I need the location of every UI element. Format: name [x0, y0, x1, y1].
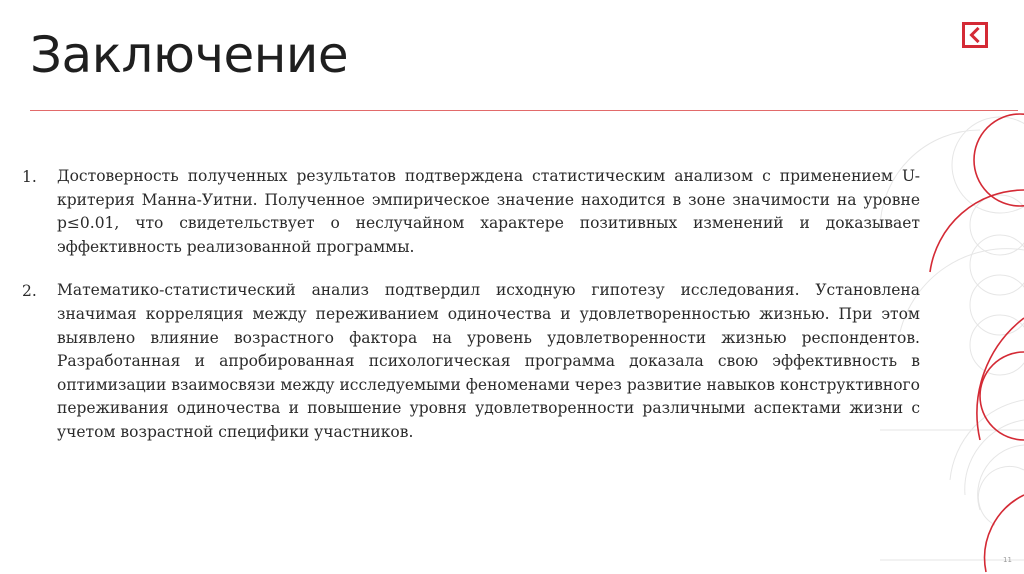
list-item-number: 1. [22, 168, 37, 186]
conclusion-list [22, 165, 920, 465]
back-arrow-logo-icon[interactable] [962, 22, 988, 48]
list-item-text: Достоверность полученных результатов подтверждена статистическим анализом с применением U-критерия Манна-Уитни. Полученное эмпирическое значение находится в зоне значимости на уровне p≤0.01, что свидетельствует о неслучайном характере позитивных изменений и доказывает эффективность реализованной программы. [57, 167, 920, 256]
list-item [22, 165, 920, 259]
list-item [22, 279, 920, 444]
list-item-number: 2. [22, 282, 37, 301]
list-item-text: Математико-статистический анализ подтвердил исходную гипотезу исследования. Установлена значимая корреляция между переживанием одиночества и удовлетворенностью жизнью. При этом выявлено влияние возрастного фактора на уровень удовлетворенности жизнью респондентов. Разработанная и апробированная психологическая программа доказала свою эффективность в оптимизации взаимосвязи между исследуемыми феноменами через развитие навыков конструктивного переживания одиночества и повышение уровня удовлетворенности различными аспектами жизни с учетом возрастной специфики участников. [57, 281, 920, 441]
page-number: 11 [1003, 556, 1012, 564]
page-title: Заключение [30, 26, 349, 84]
